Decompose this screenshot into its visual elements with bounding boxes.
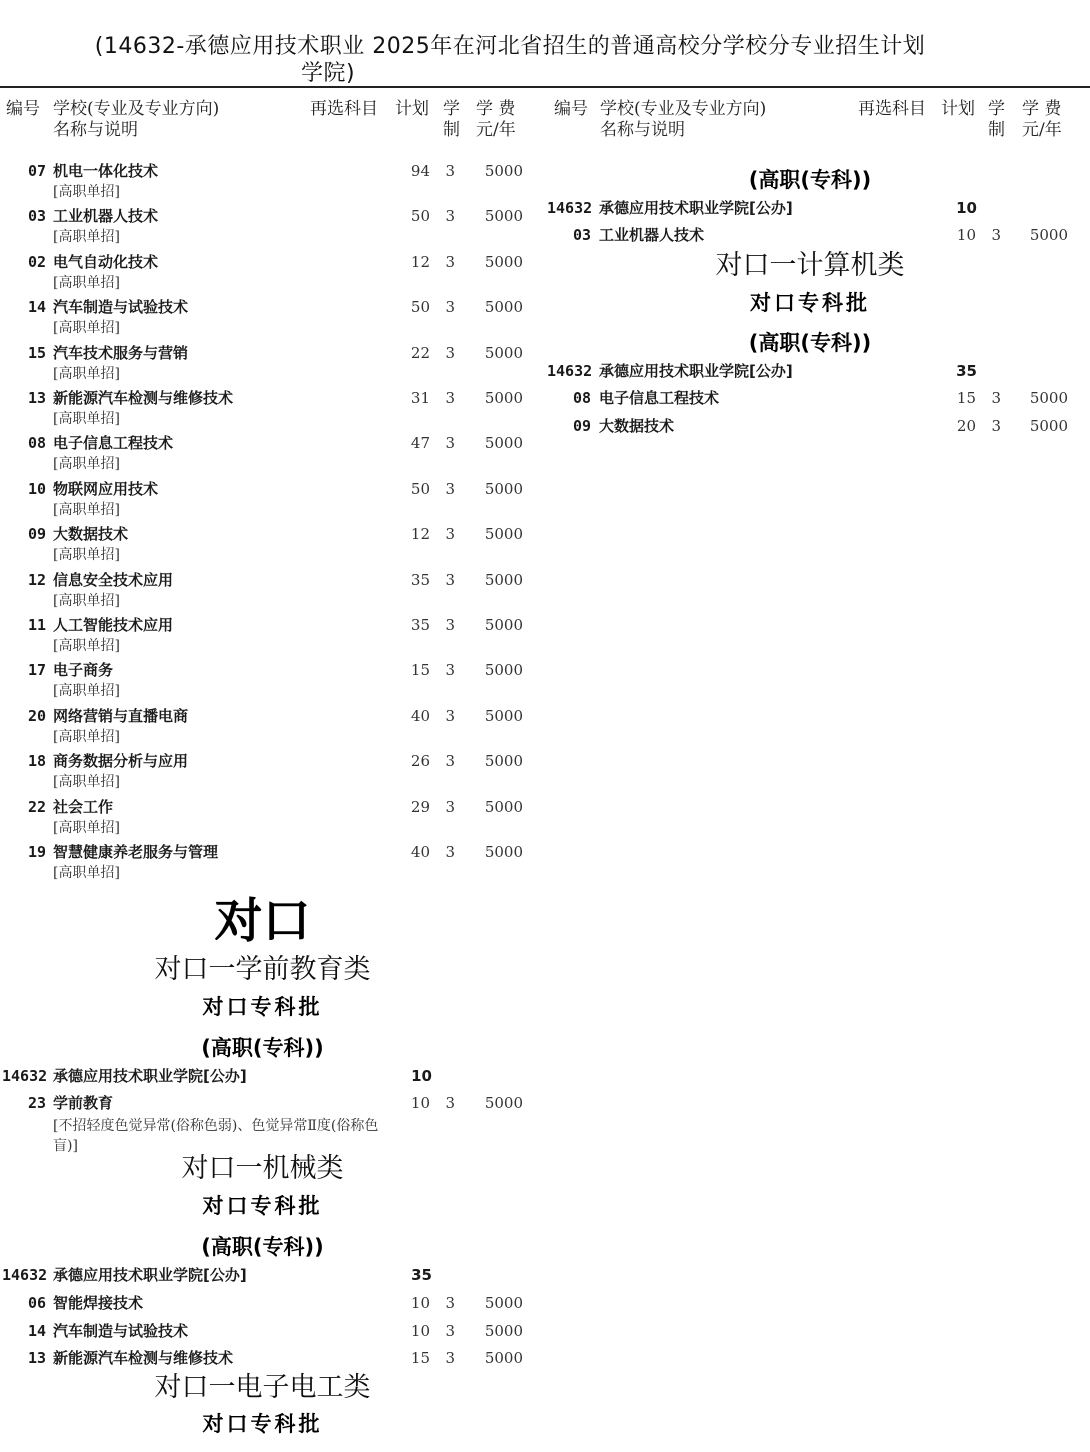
- school-name: 承德应用技术职业学院[公办]: [53, 1067, 247, 1085]
- major-plan: 10: [410, 1321, 430, 1340]
- page-title: (14632-承德应用技术职业 2025年在河北省招生的普通高校分学校分专业招生计划: [94, 34, 926, 59]
- major-note: [高职单招]: [53, 365, 120, 382]
- school-code: 14632: [2, 1067, 48, 1085]
- major-plan: 15: [956, 389, 976, 407]
- major-name: 智能焊接技术: [53, 1294, 144, 1312]
- major-years: 3: [445, 343, 455, 362]
- major-note: [高职单招]: [53, 638, 120, 654]
- table-row: [0, 569, 530, 591]
- major-name: 工业机器人技术: [599, 226, 705, 244]
- major-years: 3: [445, 434, 455, 453]
- table-row: [0, 659, 530, 681]
- batch-heading: 对口专科批: [202, 994, 323, 1019]
- major-years: 3: [445, 1094, 455, 1112]
- major-years: 3: [445, 616, 455, 634]
- school-row: [547, 197, 1067, 219]
- major-plan: 35: [410, 616, 430, 634]
- major-years: 3: [445, 706, 455, 725]
- major-code: 02: [27, 252, 46, 271]
- major-years: 3: [445, 570, 455, 589]
- table-row: [0, 705, 530, 727]
- major-plan: 94: [410, 162, 430, 180]
- header-length-2: 制: [988, 120, 1005, 140]
- major-note: [高职单招]: [53, 683, 120, 700]
- major-code: 08: [27, 434, 46, 453]
- major-plan: 12: [410, 525, 430, 544]
- major-fee: 5000: [484, 1321, 523, 1340]
- category-heading: 对口一电子电工类: [154, 1372, 371, 1403]
- major-plan: 31: [410, 389, 430, 407]
- major-plan: 26: [410, 752, 430, 771]
- major-name: 新能源汽车检测与维修技术: [53, 389, 234, 407]
- major-years: 3: [445, 1321, 455, 1340]
- major-fee: 5000: [484, 797, 523, 816]
- table-row: [547, 224, 1077, 246]
- category-heading: 对口一机械类: [181, 1153, 344, 1184]
- major-years: 3: [991, 416, 1001, 435]
- category-heading: 对口一学前教育类: [154, 954, 371, 985]
- table-row: [0, 750, 530, 772]
- batch-heading: 对口专科批: [202, 1411, 323, 1436]
- table-row: [547, 415, 1077, 437]
- major-code: 22: [27, 797, 46, 816]
- major-note: [不招轻度色觉异常(俗称色弱)、色觉异常Ⅱ度(俗称色盲)]: [53, 1118, 379, 1154]
- major-plan: 29: [410, 797, 430, 816]
- major-name: 物联网应用技术: [53, 479, 159, 498]
- major-fee: 5000: [484, 616, 523, 634]
- major-code: 20: [27, 706, 46, 725]
- school-name: 承德应用技术职业学院[公办]: [599, 199, 793, 217]
- major-years: 3: [445, 525, 455, 544]
- table-row: [0, 251, 530, 273]
- header-code: 编号: [554, 99, 588, 119]
- table-row: [0, 1347, 530, 1369]
- school-code: 14632: [547, 199, 593, 217]
- major-name: 电气自动化技术: [53, 252, 159, 271]
- table-row: [0, 523, 530, 545]
- major-plan: 22: [410, 343, 430, 362]
- major-code: 08: [572, 389, 591, 407]
- major-code: 03: [27, 207, 46, 226]
- major-name: 大数据技术: [53, 525, 129, 544]
- major-fee: 5000: [484, 570, 523, 589]
- table-row: [0, 432, 530, 454]
- table-row: [0, 614, 530, 636]
- header-length: 学: [988, 99, 1005, 119]
- school-row: [0, 1264, 525, 1286]
- major-plan: 15: [410, 1349, 430, 1367]
- major-fee: 5000: [484, 343, 523, 362]
- major-plan: 50: [410, 207, 430, 226]
- major-code: 23: [27, 1094, 46, 1112]
- major-fee: 5000: [484, 752, 523, 771]
- major-name: 新能源汽车检测与维修技术: [53, 1349, 234, 1367]
- major-code: 10: [27, 479, 46, 498]
- header-length: 学: [443, 99, 460, 119]
- major-fee: 5000: [484, 706, 523, 725]
- school-code: 14632: [547, 362, 593, 380]
- school-name: 承德应用技术职业学院[公办]: [599, 362, 793, 380]
- major-name: 汽车制造与试验技术: [53, 298, 189, 317]
- major-plan: 35: [410, 570, 430, 589]
- header-fee: 学 费: [1022, 99, 1062, 119]
- major-name: 人工智能技术应用: [53, 616, 174, 634]
- header-subjects: 再选科目: [858, 99, 926, 119]
- major-name: 商务数据分析与应用: [53, 752, 189, 771]
- major-fee: 5000: [484, 1094, 523, 1112]
- major-note: [高职单招]: [53, 184, 120, 200]
- major-name: 智慧健康养老服务与管理: [53, 843, 219, 861]
- header-subjects: 再选科目: [310, 99, 378, 119]
- major-code: 12: [27, 570, 46, 589]
- major-code: 18: [27, 752, 46, 771]
- page-title-continued: 学院): [300, 61, 356, 86]
- major-code: 09: [572, 416, 591, 435]
- major-note: [高职单招]: [53, 320, 120, 337]
- header-fee-2: 元/年: [1022, 120, 1062, 140]
- major-plan: 40: [410, 706, 430, 725]
- level-heading: (高职(专科)): [201, 1036, 324, 1060]
- header-school-desc: 名称与说明: [600, 120, 685, 140]
- table-row: [0, 296, 530, 318]
- major-code: 11: [27, 616, 46, 634]
- major-name: 电子商务: [53, 661, 114, 680]
- major-years: 3: [445, 797, 455, 816]
- major-code: 13: [27, 1349, 46, 1367]
- major-name: 汽车技术服务与营销: [53, 343, 189, 362]
- major-years: 3: [445, 298, 455, 317]
- major-code: 17: [27, 661, 46, 680]
- school-row: [0, 1065, 525, 1087]
- major-fee: 5000: [484, 843, 523, 861]
- major-years: 3: [445, 1294, 455, 1312]
- major-years: 3: [445, 389, 455, 407]
- major-note: [高职单招]: [53, 819, 120, 836]
- major-plan: 40: [410, 843, 430, 861]
- school-plan: 35: [956, 362, 977, 380]
- major-years: 3: [445, 752, 455, 771]
- table-row: [547, 387, 1077, 409]
- major-name: 电子信息工程技术: [53, 434, 174, 453]
- major-fee: 5000: [1029, 389, 1068, 407]
- major-code: 07: [27, 162, 46, 180]
- major-note: [高职单招]: [53, 592, 120, 609]
- major-code: 14: [27, 1321, 46, 1340]
- major-plan: 50: [410, 298, 430, 317]
- major-fee: 5000: [1029, 416, 1068, 435]
- table-row: [0, 160, 530, 182]
- major-fee: 5000: [484, 298, 523, 317]
- major-years: 3: [445, 1349, 455, 1367]
- major-note: [高职单招]: [53, 547, 120, 564]
- major-note: [高职单招]: [53, 774, 120, 791]
- major-plan: 50: [410, 479, 430, 498]
- major-years: 3: [991, 389, 1001, 407]
- major-plan: 20: [956, 416, 976, 435]
- major-code: 13: [27, 389, 46, 407]
- major-fee: 5000: [484, 434, 523, 453]
- major-plan: 10: [410, 1294, 430, 1312]
- table-row: [0, 478, 530, 500]
- major-name: 学前教育: [53, 1094, 114, 1112]
- major-plan: 10: [410, 1094, 430, 1112]
- major-note: [高职单招]: [53, 728, 120, 745]
- school-code: 14632: [2, 1266, 48, 1284]
- major-plan: 12: [410, 252, 430, 271]
- major-note: [高职单招]: [53, 865, 120, 881]
- school-plan: 10: [956, 199, 977, 217]
- major-note: [高职单招]: [53, 411, 120, 427]
- header-plan: 计划: [395, 99, 429, 119]
- category-heading: 对口一计算机类: [715, 250, 905, 281]
- major-years: 3: [991, 226, 1001, 244]
- school-plan: 35: [411, 1266, 432, 1284]
- major-fee: 5000: [1029, 226, 1068, 244]
- major-years: 3: [445, 207, 455, 226]
- level-heading: (高职(专科)): [201, 1235, 324, 1259]
- major-code: 15: [27, 343, 46, 362]
- major-code: 03: [572, 226, 591, 244]
- school-plan: 10: [411, 1067, 432, 1085]
- major-plan: 47: [410, 434, 430, 453]
- major-name: 机电一体化技术: [53, 162, 159, 180]
- major-note: [高职单招]: [53, 501, 120, 518]
- major-name: 汽车制造与试验技术: [53, 1321, 189, 1340]
- major-fee: 5000: [484, 389, 523, 407]
- major-years: 3: [445, 661, 455, 680]
- major-fee: 5000: [484, 661, 523, 680]
- major-code: 19: [27, 843, 46, 861]
- table-row: [0, 342, 530, 364]
- major-years: 3: [445, 843, 455, 861]
- header-code: 编号: [6, 99, 40, 119]
- major-name: 信息安全技术应用: [53, 570, 174, 589]
- header-school-desc: 名称与说明: [53, 120, 138, 140]
- major-name: 大数据技术: [599, 416, 675, 435]
- major-plan: 15: [410, 661, 430, 680]
- major-fee: 5000: [484, 479, 523, 498]
- major-code: 14: [27, 298, 46, 317]
- section-title-duikou: 对口: [214, 893, 311, 949]
- table-row: [0, 1320, 530, 1342]
- table-row: [0, 1292, 530, 1314]
- major-fee: 5000: [484, 207, 523, 226]
- table-row: [0, 841, 530, 863]
- header-length-2: 制: [443, 120, 460, 140]
- major-years: 3: [445, 252, 455, 271]
- major-name: 工业机器人技术: [53, 207, 159, 226]
- header-school: 学校(专业及专业方向): [53, 99, 220, 119]
- header-plan: 计划: [941, 99, 975, 119]
- major-name: 电子信息工程技术: [599, 389, 720, 407]
- major-code: 06: [27, 1294, 46, 1312]
- header-fee: 学 费: [476, 99, 516, 119]
- title-divider: [0, 86, 1090, 88]
- school-name: 承德应用技术职业学院[公办]: [53, 1266, 247, 1284]
- major-note: [高职单招]: [53, 274, 120, 291]
- major-fee: 5000: [484, 252, 523, 271]
- level-heading: (高职(专科)): [748, 168, 872, 192]
- major-plan: 10: [956, 226, 976, 244]
- major-code: 09: [27, 525, 46, 544]
- major-years: 3: [445, 479, 455, 498]
- major-fee: 5000: [484, 525, 523, 544]
- table-row: [0, 1092, 525, 1114]
- major-years: 3: [445, 162, 455, 180]
- major-fee: 5000: [484, 1349, 523, 1367]
- batch-heading: 对口专科批: [202, 1193, 323, 1218]
- table-row: [0, 796, 530, 818]
- major-note: [高职单招]: [53, 229, 120, 246]
- major-fee: 5000: [484, 1294, 523, 1312]
- header-fee-2: 元/年: [476, 120, 516, 140]
- major-name: 网络营销与直播电商: [53, 706, 189, 725]
- major-name: 社会工作: [53, 797, 114, 816]
- major-fee: 5000: [484, 162, 523, 180]
- table-row: [0, 205, 530, 227]
- table-row: [0, 387, 530, 409]
- level-heading: (高职(专科)): [748, 331, 872, 355]
- school-row: [547, 360, 1067, 382]
- header-school: 学校(专业及专业方向): [600, 99, 767, 119]
- batch-heading: 对口专科批: [750, 290, 870, 315]
- major-note: [高职单招]: [53, 456, 120, 473]
